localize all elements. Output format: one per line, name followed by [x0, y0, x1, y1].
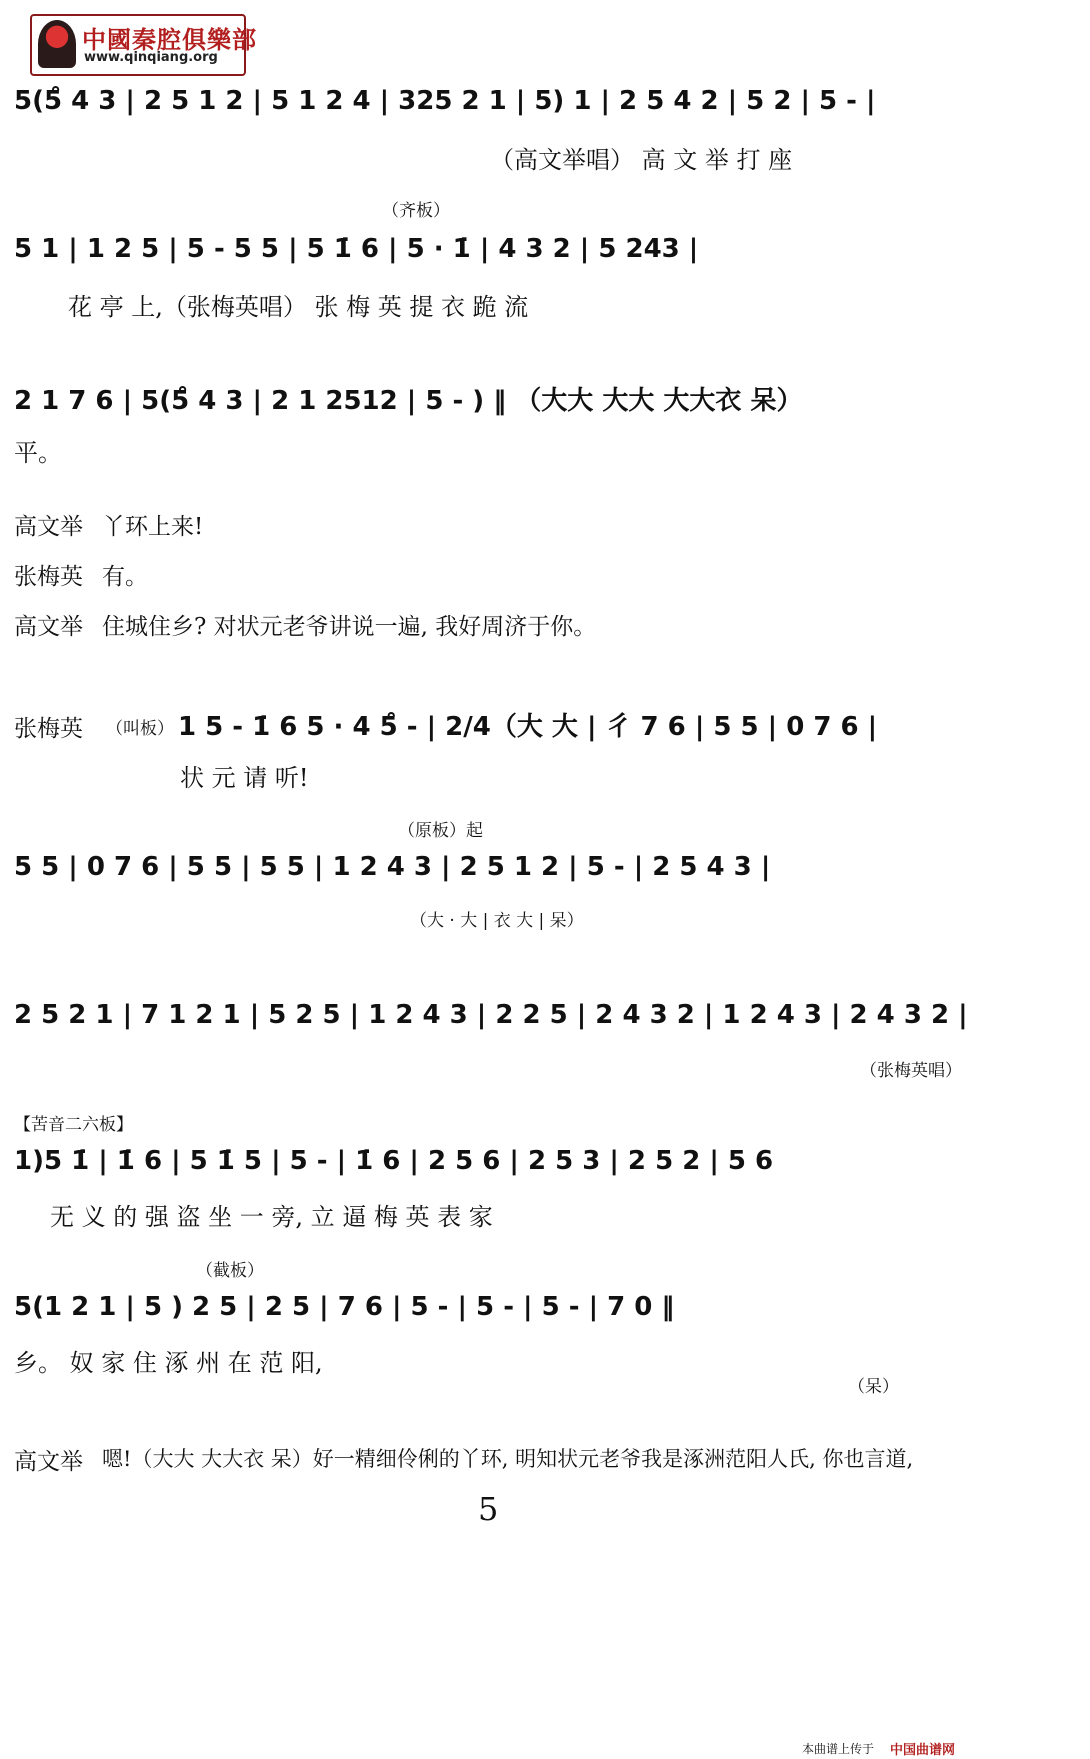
dialogue-text-1: 丫环上来! — [102, 514, 204, 540]
lyrics-row-4: 状 元 请 听! — [180, 764, 309, 792]
row4-mark: （叫板） — [106, 719, 174, 739]
score-row-1: 5(5̊ 4 3 | 2 5 1 2 | 5 1 2 4 | 325 2 1 | 5) 1 | 2 5 4 2 | 5 2 | 5 - | — [14, 86, 876, 116]
page-number: 5 — [478, 1490, 499, 1528]
row5-percussion: （大 · 大 | 衣 大 | 呆） — [410, 911, 584, 931]
row7-mark: 【苦音二六板】 — [14, 1115, 133, 1135]
score-row-3: 2 1 7 6 | 5(5̊ 4 3 | 2 1 2512 | 5 - ) ‖ （大大 大大 大大衣 呆） — [14, 386, 803, 416]
logo-title: 中國秦腔俱樂部 — [82, 26, 257, 54]
logo-url: www.qinqiang.org — [84, 50, 218, 65]
row8-percussion: （呆） — [848, 1377, 899, 1397]
row6-singer-mark: （张梅英唱） — [860, 1061, 962, 1081]
lyrics-row-2: 花 亭 上,（张梅英唱） 张 梅 英 提 衣 跪 流 — [68, 293, 529, 321]
score-row-6: 2 5 2 1 | 7 1 2 1 | 5 2 5 | 1 2 4 3 | 2 2 5 | 2 4 3 2 | 1 2 4 3 | 2 4 3 2 | — [14, 1000, 968, 1030]
dialogue-speaker-4: 高文举 — [14, 1449, 83, 1475]
logo-figure-icon — [38, 20, 76, 68]
score-row-2: 5 1 | 1 2 5 | 5 - 5 5 | 5 1̇ 6 | 5 · 1̇ | 4 3 2 | 5 243 | — [14, 234, 699, 264]
dialogue-speaker-3: 高文举 — [14, 614, 83, 640]
tempo-mark-qiban: （齐板） — [382, 201, 450, 221]
row4-speaker: 张梅英 — [14, 716, 83, 742]
footer-brand: 中国曲谱网 — [890, 1743, 956, 1758]
footer-text: 本曲谱上传于 — [802, 1742, 875, 1756]
dialogue-speaker-2: 张梅英 — [14, 564, 83, 590]
dialogue-speaker-1: 高文举 — [14, 514, 83, 540]
score-row-4: 1 5 - 1̇ 6 5 · 4 5̊ - | 2/4（大 大 | 彳 7 6 | 5 5 | 0 7 6 | — [178, 712, 878, 742]
score-row-8: 5(1 2 1 | 5 ) 2 5 | 2 5 | 7 6 | 5 - | 5 - | 5 - | 7 0 ‖ — [14, 1292, 675, 1322]
score-row-7: 1)5 1̇ | 1̇ 6 | 5 1̇ 5 | 5 - | 1̇ 6 | 2 5 6 | 2 5 3 | 2 5 2 | 5 6 — [14, 1146, 774, 1176]
dialogue-text-3: 住城住乡? 对状元老爷讲说一遍, 我好周济于你。 — [102, 614, 597, 640]
score-row-5: 5 5 | 0 7 6 | 5 5 | 5 5 | 1 2 4 3 | 2 5 1 2 | 5 - | 2 5 4 3 | — [14, 852, 771, 882]
lyrics-row-3: 平。 — [14, 439, 62, 467]
row5-mark: （原板）起 — [398, 821, 483, 841]
site-logo — [30, 14, 257, 76]
row8-mark: （截板） — [196, 1261, 264, 1281]
lyrics-row-7: 无 义 的 强 盗 坐 一 旁, 立 逼 梅 英 表 家 — [50, 1203, 493, 1231]
lyrics-row-1: （高文举唱） 高 文 举 打 座 — [490, 146, 793, 174]
dialogue-text-2: 有。 — [102, 564, 148, 590]
dialogue-text-4: 嗯!（大大 大大衣 呆）好一精细伶俐的丫环, 明知状元老爷我是涿洲范阳人氏, 你也言道, — [102, 1447, 914, 1471]
lyrics-row-8: 乡。 奴 家 住 涿 州 在 范 阳, — [14, 1349, 323, 1377]
